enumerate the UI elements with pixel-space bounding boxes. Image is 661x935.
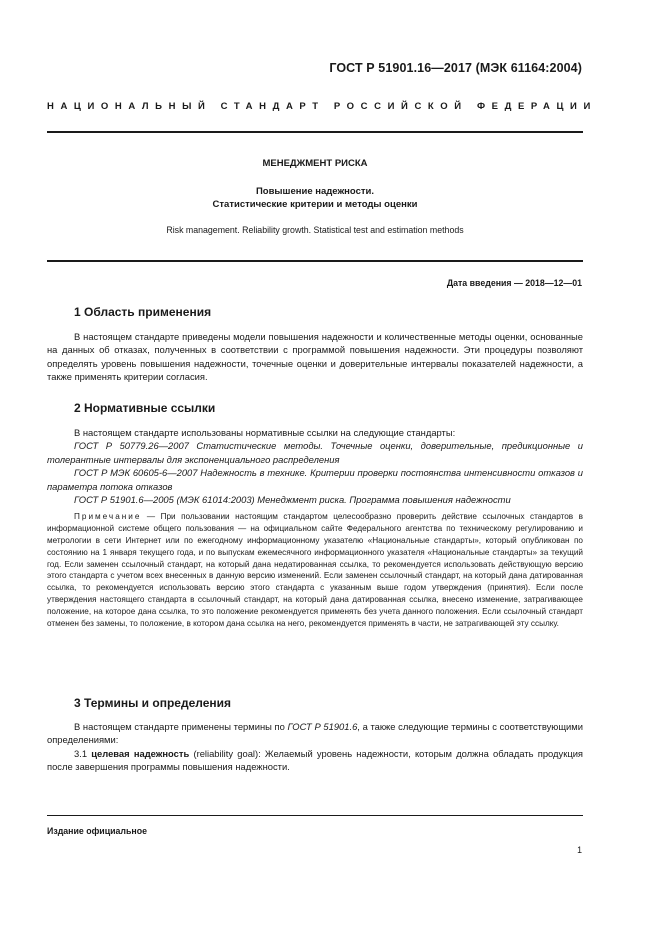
intro-text-end: , а также следующие термины с соответствующими определениями: (47, 721, 583, 746)
header-rule (47, 131, 583, 133)
note-text: — При пользовании настоящим стандартом целесообразно проверить действие ссылочных стандартов в информационной системе общего пользования — на официальном сайте Федерального агентства по техническому регулированию и метрологии в сети Интернет или по ежегодному информационному указателю «Национальные стандарты», который опубликован по состоянию на 1 января текущего года, и по выпускам ежемесячного информационного указателя «Национальные стандарты» за текущий год. Если заменен ссылочный стандарт, на который дана недатированная ссылка, то рекомендуется использовать действующую версию этого стандарта с учетом всех внесенных в данную версию изменений. Если заменен ссылочный стандарт, на который дана датированная ссылка, то рекомендуется использовать версию этого стандарта с указанным выше годом утверждения (принятия). Если после утверждения настоящего стандарта в ссылочный стандарт, на который дана датированная ссылка, внесено изменение, затрагивающее положение, на которое дана ссылка, то это положение рекомендуется применять без учета данного положения. Если ссылочный стандарт отменен без замены, то положение, в котором дана ссылка на него, рекомендуется применять в части, не затрагивающей эту ссылку. (47, 512, 583, 628)
title-rule (47, 260, 583, 262)
term-definition (47, 747, 583, 774)
reference-item: ГОСТ Р 50779.26—2007 Статистические методы. Точечные оценки, доверительные, предикционные и толерантные интервалы для экспоненциального распределения (47, 440, 583, 465)
section-heading: 3 Термины и определения (74, 696, 232, 710)
footer-rule (47, 815, 583, 816)
note-label: Примечание (74, 512, 142, 522)
standard-title: МЕНЕДЖМЕНТ РИСКА (262, 158, 368, 169)
section-paragraph: В настоящем стандарте использованы нормативные ссылки на следующие стандарты: (74, 427, 456, 438)
reference-item: ГОСТ Р МЭК 60605-6—2007 Надежность в технике. Критерии проверки постоянства интенсивности отказов и параметра потока отказов (47, 467, 583, 492)
section-terms-definitions (47, 696, 583, 774)
section-scope (47, 305, 583, 384)
intro-text: В настоящем стандарте применены термины по (74, 721, 288, 732)
note-paragraph (47, 511, 583, 629)
subtitle-line-2: Статистические критерии и методы оценки (212, 199, 418, 210)
term-text: (reliability goal): Желаемый уровень надежности, которым должна обладать продукция после завершения программы повышения надежности. (47, 747, 584, 773)
section-heading: 1 Область применения (74, 305, 212, 319)
term-number: 3.1 (74, 747, 92, 759)
term-name: целевая надежность (91, 747, 190, 759)
official-edition-label: Издание официальное (47, 826, 147, 836)
subtitle-line-1: Повышение надежности. (255, 186, 375, 197)
section-paragraph (47, 720, 583, 747)
document-code: ГОСТ Р 51901.16—2017 (МЭК 61164:2004) (329, 61, 582, 75)
national-standard-title: НАЦИОНАЛЬНЫЙ СТАНДАРТ РОССИЙСКОЙ ФЕДЕРАЦИИ (47, 101, 597, 112)
intro-reference: ГОСТ Р 51901.6 (287, 721, 358, 732)
section-heading: 2 Нормативные ссылки (74, 401, 216, 415)
standard-subtitle (47, 185, 583, 211)
introduction-date: Дата введения — 2018—12—01 (446, 278, 582, 288)
section-normative-references (47, 401, 583, 629)
page-number: 1 (577, 845, 582, 855)
section-paragraph: В настоящем стандарте приведены модели повышения надежности и количественные методы оценки, основанные на данных об отказах, полученных в соответствии с программой повышения надежности. Эти процедуры позволяют определять уровень повышения надежности, точечные оценки и доверительные интервалы показателей надежности, а также применять критерии согласия. (47, 331, 583, 383)
english-title: Risk management. Reliability growth. Statistical test and estimation methods (166, 225, 464, 235)
reference-item: ГОСТ Р 51901.6—2005 (МЭК 61014:2003) Менеджмент риска. Программа повышения надежности (74, 494, 511, 506)
